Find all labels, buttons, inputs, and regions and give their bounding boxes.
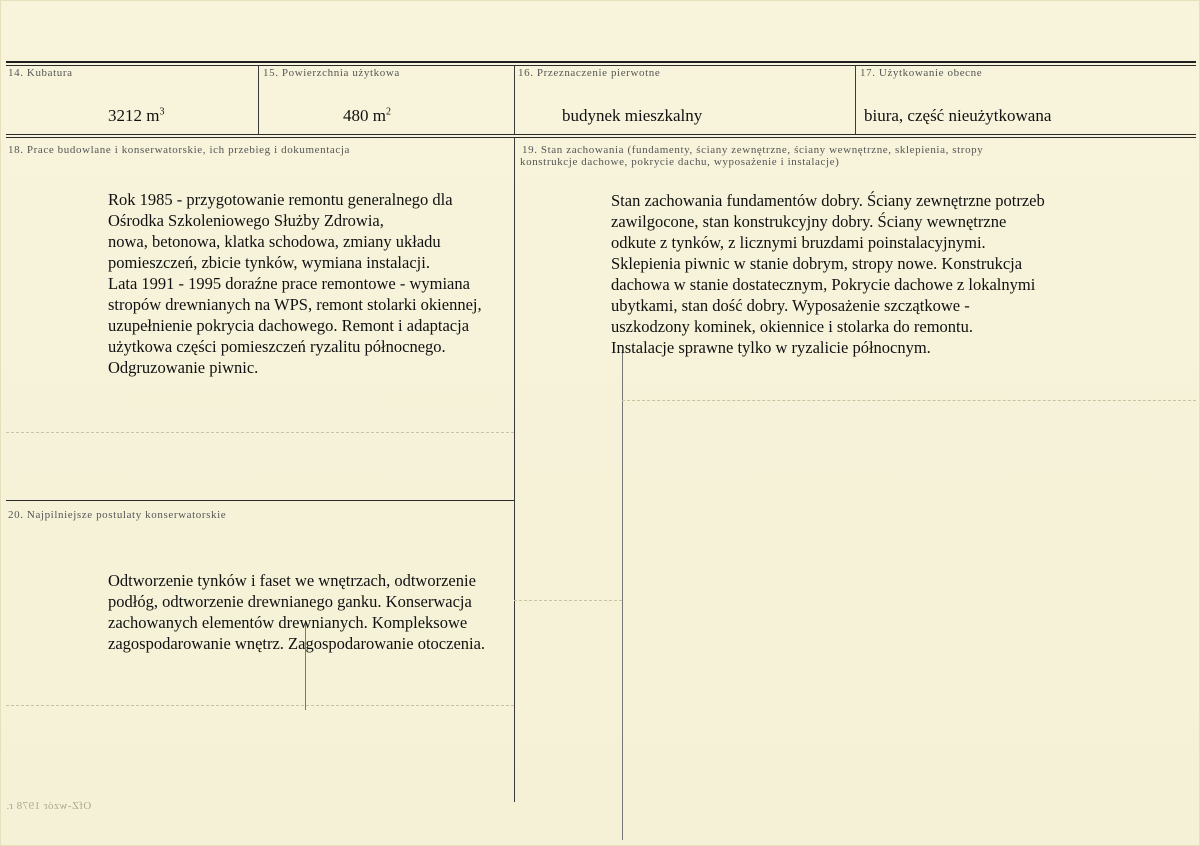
field-19-line: odkute z tynków, z licznymi bruzdami poinstalacyjnymi. (611, 233, 986, 252)
field-19-line: Instalacje sprawne tylko w ryzalicie północnym. (611, 338, 931, 357)
field-19-line: dachowa w stanie dostatecznym, Pokrycie dachowe z lokalnymi (611, 275, 1036, 294)
field-14-value (108, 106, 164, 126)
field-18-line: Odgruzowanie piwnic. (108, 358, 259, 377)
field-19-line: Sklepienia piwnic w stanie dobrym, stropy nowe. Konstrukcja (611, 254, 1023, 273)
field-16-label: 16. Przeznaczenie pierwotne (518, 67, 661, 79)
field-15-label: 15. Powierzchnia użytkowa (263, 67, 400, 79)
field-18-line: pomieszczeń, zbicie tynków, wymiana instalacji. (108, 253, 430, 272)
field-18-text (108, 189, 482, 378)
row1-bottom-rule-secondary (6, 137, 1196, 138)
field-18-line: Rok 1985 - przygotowanie remontu generalnego dla (108, 190, 453, 209)
field-19-label-line1: 19. Stan zachowania (fundamenty, ściany zewnętrzne, ściany wewnętrzne, sklepienia, stropy (522, 144, 984, 156)
field-17-label: 17. Użytkowanie obecne (860, 67, 983, 79)
field-14-label: 14. Kubatura (8, 67, 73, 79)
field-19-label-line2: konstrukcje dachowe, pokrycie dachu, wyposażenie i instalacje) (520, 156, 840, 168)
field-20-label: 20. Najpilniejsze postulaty konserwatorskie (8, 509, 227, 521)
field-18-line: uzupełnienie pokrycia dachowego. Remont i adaptacja (108, 316, 470, 335)
divider-15-16 (514, 65, 515, 135)
field-18-line: Lata 1991 - 1995 doraźne prace remontowe - wymiana (108, 274, 470, 293)
field-19-line: uszkodzony kominek, okiennice i stolarka do remontu. (611, 317, 974, 336)
section20-top-rule (6, 500, 514, 501)
row1-bottom-rule (6, 134, 1196, 135)
field-19-text (611, 190, 1045, 358)
field-15-unit-exponent: 2 (385, 106, 391, 118)
ghost-rule (6, 432, 514, 433)
divider-right-faint (622, 350, 623, 840)
field-20-line: zagospodarowanie wnętrz. Zagospodarowanie otoczenia. (108, 634, 486, 653)
ghost-rule (514, 600, 622, 601)
ghost-rule (6, 705, 514, 706)
divider-16-17 (855, 65, 856, 135)
field-17-value: biura, część nieużytkowana (864, 106, 1052, 125)
field-20-line: podłóg, odtworzenie drewnianego ganku. Konserwacja (108, 592, 472, 611)
field-19-line: zawilgocone, stan konstrukcyjny dobry. Ściany wewnętrzne (611, 212, 1007, 231)
top-rule (6, 61, 1196, 63)
field-14-number: 3212 m (108, 106, 160, 125)
field-14-unit-exponent: 3 (159, 106, 165, 118)
field-20-text (108, 570, 485, 654)
field-18-line: użytkowa części pomieszczeń ryzalitu północnego. (108, 337, 446, 356)
field-18-line: Ośrodka Szkoleniowego Służby Zdrowia, (108, 211, 384, 230)
field-19-line: ubytkami, stan dość dobry. Wyposażenie szczątkowe - (611, 296, 970, 315)
top-rule-secondary (6, 65, 1196, 66)
ghost-rule (622, 400, 1196, 401)
divider-14-15 (258, 65, 259, 135)
field-15-number: 480 m (343, 106, 386, 125)
form-code-footer: OfZ-wzór 1978 r. (6, 800, 92, 812)
field-18-line: nowa, betonowa, klatka schodowa, zmiany układu (108, 232, 441, 251)
field-20-line: zachowanych elementów drewnianych. Kompleksowe (108, 613, 468, 632)
field-18-line: stropów drewnianych na WPS, remont stolarki okiennej, (108, 295, 482, 314)
field-19-label (522, 144, 983, 168)
field-18-label: 18. Prace budowlane i konserwatorskie, ich przebieg i dokumentacja (8, 144, 350, 156)
field-16-value: budynek mieszkalny (562, 106, 703, 125)
field-15-value (343, 106, 391, 126)
field-20-line: Odtworzenie tynków i faset we wnętrzach, odtworzenie (108, 571, 476, 590)
divider-main (514, 137, 515, 802)
field-19-line: Stan zachowania fundamentów dobry. Ściany zewnętrzne potrzeb (611, 191, 1045, 210)
